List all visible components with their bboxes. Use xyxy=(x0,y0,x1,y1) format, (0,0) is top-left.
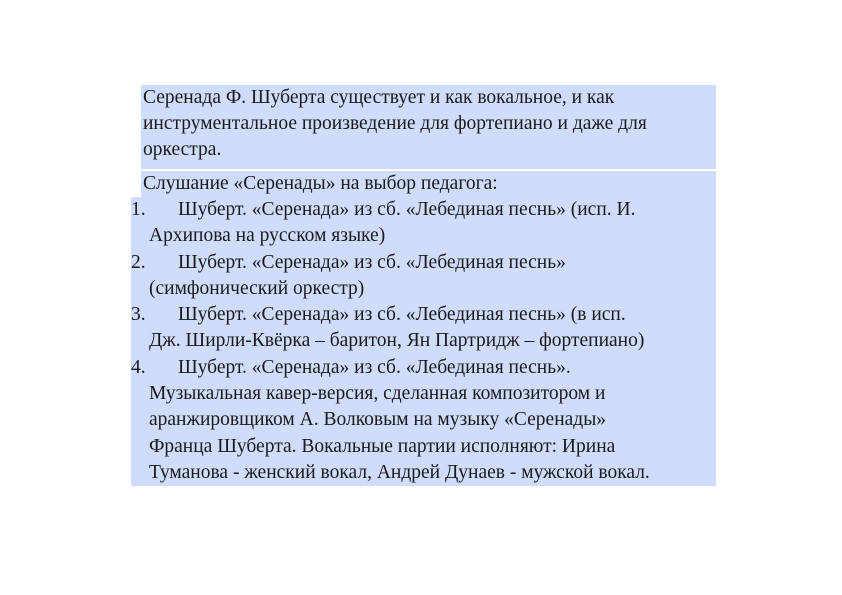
list-item xyxy=(131,302,716,355)
list-item-line: аранжировщиком А. Волковым на музыку «Серенады» xyxy=(149,409,607,431)
list-item-number: 1. xyxy=(131,199,146,220)
list-item xyxy=(131,355,716,486)
list-item-line: Шуберт. «Серенада» из сб. «Лебединая песнь» (в исп. xyxy=(178,304,626,326)
list-item-line: Шуберт. «Серенада» из сб. «Лебединая песнь» xyxy=(178,251,566,273)
list-item-line: Дж. Ширли-Квёрка – баритон, Ян Партридж – фортепиано) xyxy=(149,330,645,352)
intro-paragraph xyxy=(141,85,716,169)
list-item-line: Франца Шуберта. Вокальные партии исполняют: Ирина xyxy=(149,435,616,457)
list-item-line: Туманова - женский вокал, Андрей Дунаев - мужской вокал. xyxy=(149,461,650,483)
list-item-line: Музыкальная кавер-версия, сделанная композитором и xyxy=(149,383,606,405)
listening-list xyxy=(131,197,716,486)
list-item-line: (симфонический оркестр) xyxy=(149,277,365,299)
list-item xyxy=(131,197,716,250)
list-item-line: Шуберт. «Серенада» из сб. «Лебединая песнь». xyxy=(178,356,571,378)
list-item-line: Шуберт. «Серенада» из сб. «Лебединая песнь» (исп. И. xyxy=(178,199,636,220)
listening-heading: Слушание «Серенады» на выбор педагога: xyxy=(141,171,716,197)
list-item-number: 2. xyxy=(131,251,146,273)
list-item-number: 3. xyxy=(131,304,146,326)
list-item xyxy=(131,250,716,303)
intro-line: инструментальное произведение для фортепиано и даже для xyxy=(143,113,647,134)
list-item-line: Архипова на русском языке) xyxy=(149,225,386,247)
intro-line: Серенада Ф. Шуберта существует и как вокальное, и как xyxy=(143,87,615,108)
list-item-number: 4. xyxy=(131,356,146,378)
intro-line: оркестра. xyxy=(143,139,222,160)
